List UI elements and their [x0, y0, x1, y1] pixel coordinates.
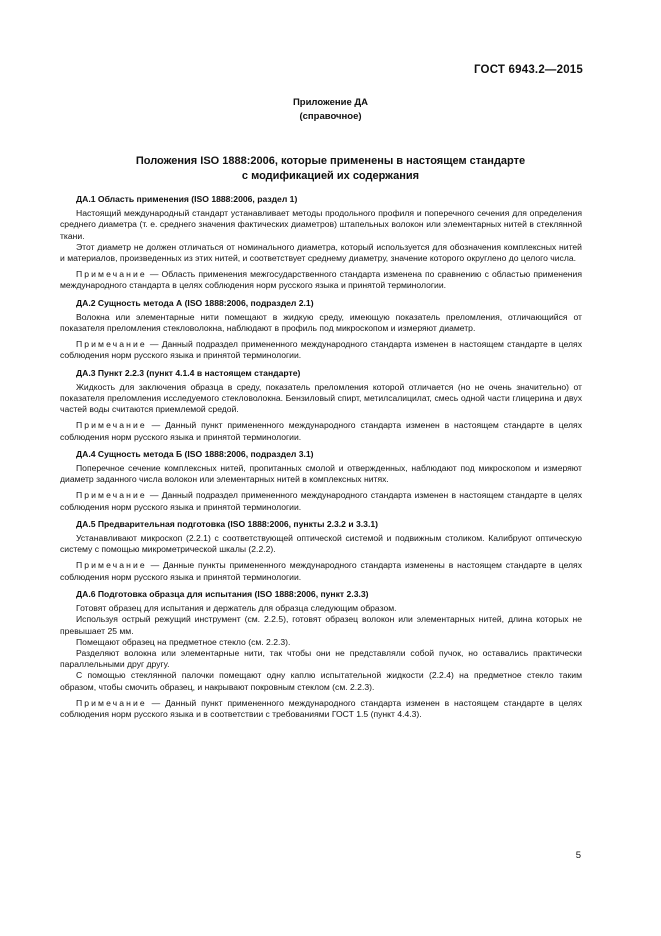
note-text: — Данный подраздел примененного международного стандарта изменен в настоящем стандарте в целях соблюдения норм русского языка и принятой терминологии. — [60, 339, 582, 361]
paragraph: Настоящий международный стандарт устанавливает методы продольного профиля и поперечного сечения для определения среднего диаметра (т. е. среднего значения фактических диаметров) штапельных волокон или элементарных нитей в стеклянной ткани. — [60, 208, 582, 241]
note — [60, 490, 582, 512]
note-label: Примечание — [76, 560, 147, 571]
note-text: — Данный пункт примененного международного стандарта изменен в настоящем стандарте в целях соблюдения норм русского языка и в соответствии с требованиями ГОСТ 1.5 (пункт 4.4.3). — [60, 697, 582, 719]
paragraph: Волокна или элементарные нити помещают в жидкую среду, имеющую показатель преломления, отличающийся от показателя преломления стекловолокна, наблюдают в профиль под микроскопом и измеряют диаметр. — [60, 311, 582, 334]
section-heading: ДА.6 Подготовка образца для испытания (ISO 1888:2006, пункт 2.3.3) — [76, 588, 369, 599]
note-label: Примечание — [76, 697, 147, 708]
note-text: — Данные пункты примененного международного стандарта изменены в настоящем стандарте в целях соблюдения норм русского языка и принятой терминологии. — [60, 560, 582, 582]
paragraph: Готовят образец для испытания и держатель для образца следующим образом. — [76, 603, 397, 614]
paragraph: Используя острый режущий инструмент (см. 2.2.5), готовят образец волокон или элементарных нитей, длина которых не превышает 25 мм. — [60, 614, 582, 636]
note — [60, 560, 582, 582]
section-heading: ДА.2 Сущность метода А (ISO 1888:2006, подраздел 2.1) — [76, 297, 314, 308]
paragraph: Поперечное сечение комплексных нитей, пропитанных смолой и отвержденных, наблюдают под микроскопом и измеряют диаметр заданного числа волокон или элементарных нитей в комплексных нитях. — [60, 463, 582, 485]
note — [60, 698, 582, 720]
title-line-1: Положения ISO 1888:2006, которые применены в настоящем стандарте — [135, 155, 526, 167]
section-heading: ДА.5 Предварительная подготовка (ISO 1888:2006, пункты 2.3.2 и 3.3.1) — [76, 518, 378, 529]
paragraph: Помещают образец на предметное стекло (см. 2.2.3). — [76, 636, 291, 647]
document-body — [60, 194, 582, 724]
paragraph: Разделяют волокна или элементарные нити, так чтобы они не представляли собой пучок, но оставались практически параллельными друг другу. — [60, 647, 582, 670]
section-heading: ДА.1 Область применения (ISO 1888:2006, раздел 1) — [76, 194, 298, 204]
page-number: 5 — [575, 850, 581, 861]
note — [60, 269, 582, 291]
section-heading: ДА.3 Пункт 2.2.3 (пункт 4.1.4 в настоящем стандарте) — [76, 367, 301, 378]
appendix-type: (справочное) — [299, 111, 362, 122]
note-text: — Данный подраздел примененного международного стандарта изменен в настоящем стандарте в целях соблюдения норм русского языка и принятой терминологии. — [60, 490, 582, 512]
appendix-heading — [0, 96, 661, 124]
note-label: Примечание — [76, 269, 147, 280]
paragraph: С помощью стеклянной палочки помещают одну каплю испытательной жидкости (2.2.4) на предметное стекло таким образом, чтобы смочить образец, и накрывают покровным стеклом (см. 2.2.3). — [60, 670, 582, 692]
title-line-2: с модификацией их содержания — [241, 170, 420, 182]
note-label: Примечание — [76, 420, 147, 431]
section-heading: ДА.4 Сущность метода Б (ISO 1888:2006, подраздел 3.1) — [76, 448, 314, 459]
appendix-title — [60, 154, 601, 184]
note-text: — Область применения межгосударственного стандарта изменена по сравнению с областью применения международного стандарта в целях соблюдения норм русского языка и принятой терминологии. — [60, 269, 582, 291]
paragraph: Этот диаметр не должен отличаться от номинального диаметра, который используется для обозначения комплексных нитей и материалов, произведенных из этих нитей, и соответствует среднему диаметру, значение которого округлено до целого числа. — [60, 241, 582, 264]
paragraph: Устанавливают микроскоп (2.2.1) с соответствующей оптической системой и подвижным столиком. Калибруют оптическую систему с помощью микрометрической шкалы (2.2.2). — [60, 533, 582, 555]
appendix-label: Приложение ДА — [292, 97, 369, 108]
note — [60, 420, 582, 442]
paragraph: Жидкость для заключения образца в среду, показатель преломления которой отличается (но не очень значительно) от показателя преломления исследуемого стекловолокна. Бензиловый спирт, метилсалицилат, смесь одной части глицерина и двух частей воды считаются приемлемой средой. — [60, 381, 582, 415]
note-label: Примечание — [76, 339, 147, 350]
standard-code: ГОСТ 6943.2—2015 — [473, 64, 583, 76]
note-label: Примечание — [76, 490, 147, 501]
note — [60, 339, 582, 361]
note-text: — Данный пункт примененного международного стандарта изменен в настоящем стандарте в целях соблюдения норм русского языка и принятой терминологии. — [60, 420, 582, 442]
